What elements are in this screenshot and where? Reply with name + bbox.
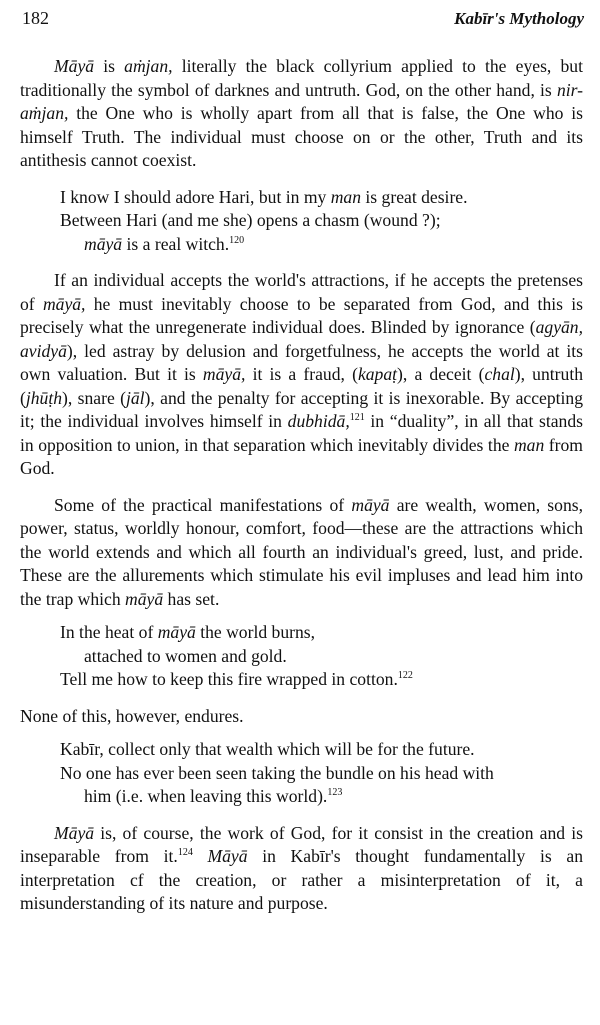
text-run: I know I should adore Hari, but in my [60, 186, 331, 207]
text-run: is, of course, the work of God, for it consist in the creation and is inseparable from it. [20, 822, 583, 866]
text-run: jāl [125, 387, 145, 408]
verse-line [60, 186, 583, 210]
text-run: In the heat of [60, 622, 158, 642]
text-run: Māyā [54, 822, 95, 843]
text-run: has set. [163, 588, 220, 609]
text-run: māyā [157, 622, 196, 642]
verse-line [60, 621, 583, 645]
text-run: is a real witch. [122, 233, 230, 254]
paragraph [20, 822, 583, 916]
text-run: ), snare ( [62, 387, 126, 408]
text-run: Some of the practical manifestations of [54, 494, 352, 515]
text-run: Māyā [54, 56, 95, 76]
text-run: chal [484, 364, 515, 384]
footnote-ref: 123 [327, 787, 343, 798]
text-run: kapaṭ [357, 364, 398, 384]
text-run: jhūṭh [25, 387, 63, 408]
text-run: literally the black collyrium applied to the eyes, but traditionally the symbol of darknes and untruth. God, on the other hand, is [20, 56, 583, 100]
paragraph [20, 269, 583, 481]
text-run: man [330, 186, 362, 207]
footnote-ref: 124 [177, 847, 193, 858]
text-run: ), and the penalty for accepting it is inexorable. By accepting it; the individual involves himself in [20, 387, 583, 431]
text-run: are wealth, women, sons, power, status, worldly honour, comfort, food—these are the attractions which the world extends and which all fourth an individual's greed, lust, and pride. These are the allurements which stimulate his evil impluses and lead him into the trap which [20, 494, 583, 609]
text-run: the One who is wholly apart from all that is false, the One who is himself Truth. The individual must choose on or the other, Truth and its antithesis cannot coexist. [20, 103, 583, 170]
verse-line [60, 738, 583, 762]
text-run: him (i.e. when leaving this world). [84, 786, 328, 806]
text-run: māyā, [202, 364, 246, 384]
text-run: No one has ever been seen taking the bundle on his head with [60, 762, 494, 783]
text-run: ), led astray by delusion and forgetfulness, he accepts the world at its own valuation. But it is [20, 340, 583, 384]
paragraph [20, 55, 583, 173]
text-run: he must inevitably choose to be separated from God, and this is precisely what the unregenerate individual does. Blinded by ignorance ( [20, 293, 583, 337]
text-run [193, 846, 208, 866]
page-body [20, 55, 583, 916]
text-run: māyā [84, 233, 123, 254]
page-number: 182 [22, 8, 49, 28]
paragraph [20, 494, 583, 612]
text-run: it is a fraud, ( [245, 364, 358, 384]
text-run: If an individual accepts the world's attractions, if he accepts the pretenses of [20, 270, 583, 314]
verse-quotation [60, 621, 583, 692]
text-run: ), untruth ( [20, 364, 584, 408]
verse-quotation [60, 186, 583, 257]
page-header [22, 8, 584, 29]
footnote-ref: 120 [229, 234, 245, 246]
verse-line [60, 785, 583, 809]
text-run: in “duality”, in all that stands in opposition to union, in that separation which inevitably divides the [20, 411, 583, 455]
text-run: from God. [20, 434, 583, 478]
text-run: the world burns, [195, 622, 316, 642]
text-run: māyā [125, 588, 164, 609]
verse-line [60, 645, 583, 669]
text-run: Kabīr, collect only that wealth which will be for the future. [60, 739, 475, 759]
text-run: Tell me how to keep this fire wrapped in cotton. [60, 669, 398, 689]
paragraph [20, 705, 583, 729]
text-run: dubhidā, [287, 411, 350, 431]
verse-line [60, 233, 583, 257]
text-run: None of this, however, endures. [20, 705, 244, 726]
footnote-ref: 122 [397, 670, 413, 681]
verse-line [60, 762, 583, 786]
verse-quotation [60, 738, 583, 809]
verse-line [60, 668, 583, 692]
text-run: nir-aṁjan, [20, 79, 583, 123]
text-run: in Kabīr's thought fundamentally is an interpretation cf the creation, or rather a misinterpretation of it, a misunderstanding of its nature and purpose. [20, 846, 584, 913]
verse-line [60, 209, 583, 233]
text-run: Māyā [207, 846, 248, 866]
text-run: is [94, 56, 125, 76]
text-run: māyā, [42, 293, 86, 314]
text-run: ), a deceit ( [397, 364, 485, 384]
text-run: aṁjan, [124, 56, 173, 76]
text-run: is great desire. [361, 186, 468, 207]
text-run: man [513, 434, 545, 455]
text-run: Between Hari (and me she) opens a chasm (wound ?); [60, 210, 441, 230]
text-run: agyān, avidyā [20, 317, 583, 361]
text-run: māyā [351, 494, 390, 515]
running-title: Kabīr's Mythology [454, 9, 584, 28]
footnote-ref: 121 [349, 412, 365, 423]
text-run: attached to women and gold. [84, 645, 287, 666]
